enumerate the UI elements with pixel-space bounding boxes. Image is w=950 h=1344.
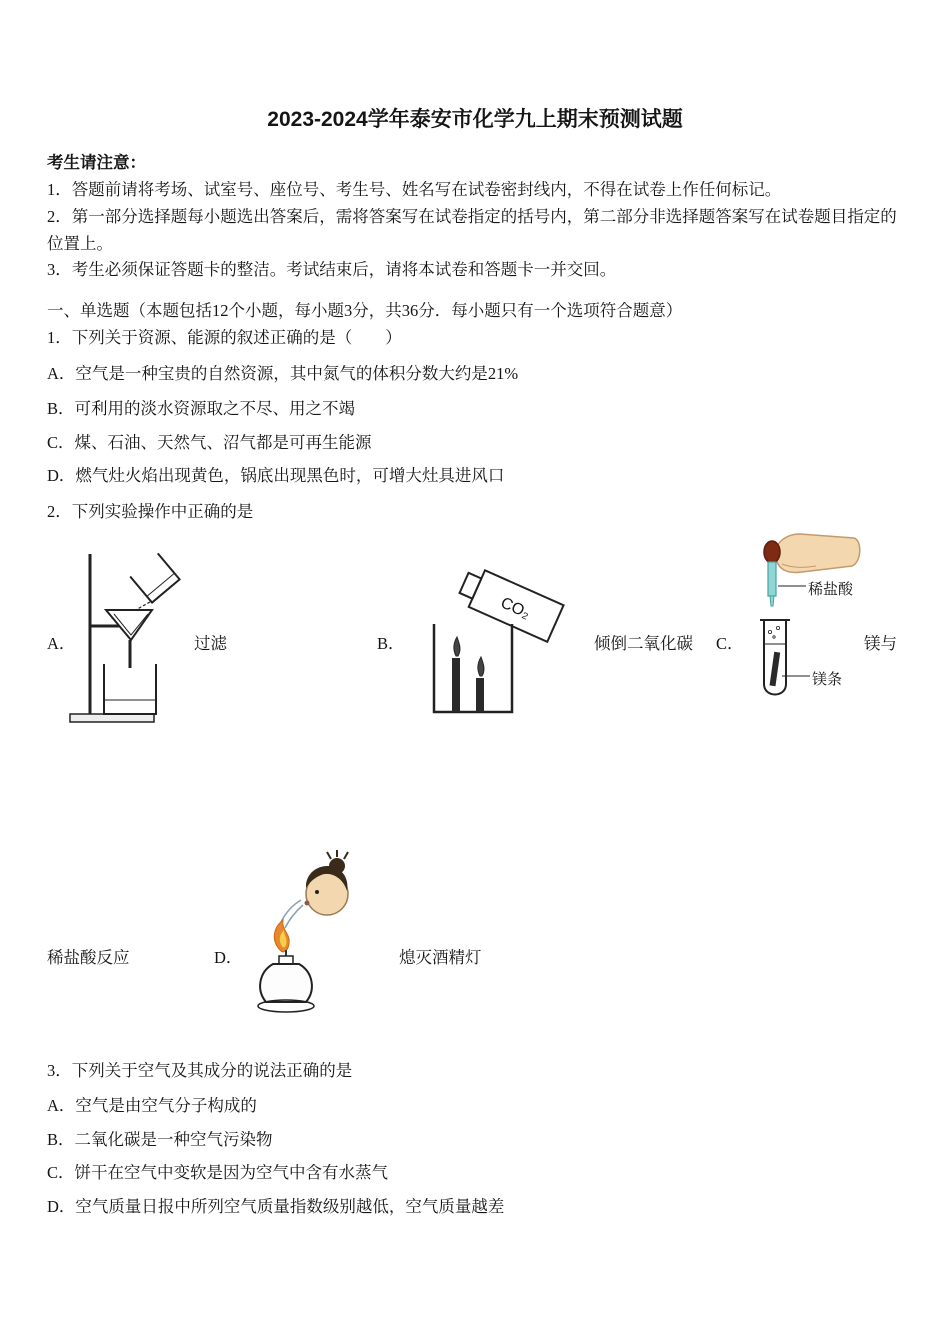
short-candle-icon [476, 657, 484, 712]
q2-stem: 2．下列实验操作中正确的是 [47, 502, 254, 521]
q2-option-d-label: D． [214, 948, 243, 967]
q3-option-a: A．空气是由空气分子构成的 [47, 1096, 257, 1115]
q2-option-b-label: B． [377, 634, 405, 653]
q3-stem: 3．下列关于空气及其成分的说法正确的是 [47, 1061, 353, 1080]
dropper-icon [764, 541, 780, 606]
paper-title: 2023-2024学年泰安市化学九上期末预测试题 [267, 108, 683, 131]
gas-bottle-icon [456, 565, 564, 642]
q2-option-d-caption: 熄灭酒精灯 [399, 948, 482, 967]
magnesium-strip-icon [770, 652, 781, 687]
q2-option-c-label: C． [716, 634, 744, 653]
co2-label: CO₂ [497, 594, 533, 623]
q1-option-b: B．可利用的淡水资源取之不尽、用之不竭 [47, 399, 356, 418]
q2-option-a-caption: 过滤 [194, 634, 227, 653]
alcohol-lamp-diagram [243, 850, 368, 1025]
q1-option-d: D．燃气灶火焰出现黄色，锅底出现黑色时，可增大灶具进风口 [47, 466, 505, 485]
beaker-icon [434, 624, 512, 712]
pouring-beaker-icon [130, 553, 179, 602]
notice-item-3: 3．考生必须保证答题卡的整洁。考试结束后，请将本试卷和答题卡一并交回。 [47, 260, 617, 279]
notice-item-1: 1．答题前请将考场、试室号、座位号、考生号、姓名写在试卷密封线内，不得在试卷上作任何标记。 [47, 180, 782, 199]
q2-option-c-caption-part1: 镁与 [864, 634, 897, 653]
section-heading: 一、单选题（本题包括12个小题，每小题3分，共36分．每小题只有一个选项符合题意） [47, 301, 683, 320]
q3-option-b: B．二氧化碳是一种空气污染物 [47, 1130, 273, 1149]
alcohol-lamp-icon [258, 950, 314, 1012]
dropper-testtube-diagram [742, 528, 862, 713]
collecting-beaker-icon [104, 664, 156, 714]
q3-option-d: D．空气质量日报中所列空气质量指数级别越低，空气质量越差 [47, 1197, 505, 1216]
person-head-icon [305, 850, 349, 915]
q3-option-c: C．饼干在空气中变软是因为空气中含有水蒸气 [47, 1163, 389, 1182]
hcl-label: 稀盐酸 [808, 581, 854, 598]
q1-option-a: A．空气是一种宝贵的自然资源，其中氮气的体积分数大约是21% [47, 364, 519, 383]
blow-air-lines [281, 900, 303, 928]
q2-option-b-caption: 倾倒二氧化碳 [594, 634, 693, 653]
q1-stem: 1．下列关于资源、能源的叙述正确的是（ ） [47, 328, 402, 347]
mg-strip-label: 镁条 [812, 671, 843, 688]
filtration-diagram [70, 550, 190, 730]
q1-option-c: C．煤、石油、天然气、沼气都是可再生能源 [47, 433, 372, 452]
q2-option-a-label: A． [47, 634, 76, 653]
tall-candle-icon [452, 637, 460, 712]
funnel-icon [106, 610, 152, 668]
notice-heading: 考生请注意： [47, 153, 146, 172]
notice-item-2: 2．第一部分选择题每小题选出答案后，需将答案写在试卷指定的括号内，第二部分非选择题答案写在试卷题目指定的位置上。 [47, 207, 897, 253]
co2-pouring-diagram [412, 572, 580, 720]
q2-option-c-caption-part2: 稀盐酸反应 [47, 948, 130, 967]
hand-icon [775, 534, 859, 572]
